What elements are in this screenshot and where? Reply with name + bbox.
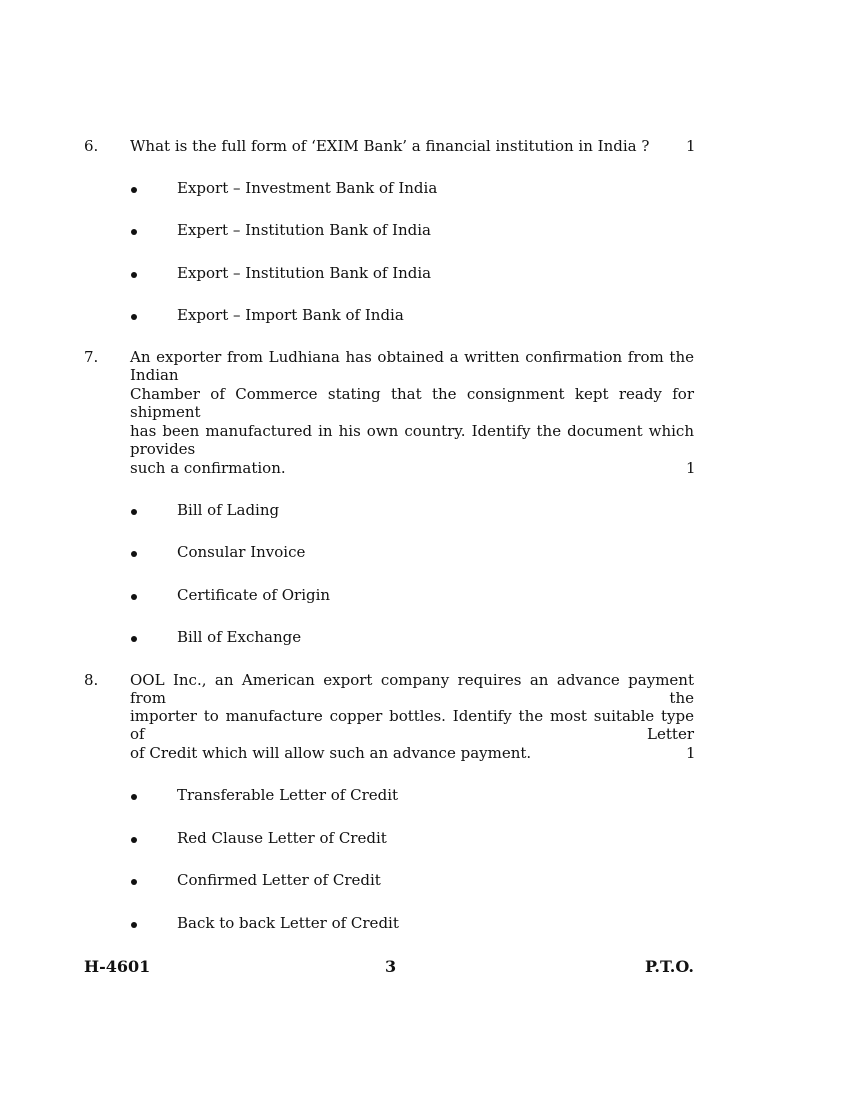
bullet-icon bbox=[131, 272, 137, 278]
option-text: Bill of Exchange bbox=[177, 628, 302, 646]
bullet-icon bbox=[131, 314, 137, 320]
option-item bbox=[0, 264, 850, 286]
option-text: Confirmed Letter of Credit bbox=[177, 871, 381, 889]
page-number: 3 bbox=[385, 957, 397, 976]
option-text: Red Clause Letter of Credit bbox=[177, 829, 387, 847]
bullet-icon bbox=[131, 879, 137, 885]
question-text-line: importer to manufacture copper bottles. Identify the most suitable type of Letter bbox=[130, 707, 694, 743]
bullet-icon bbox=[131, 922, 137, 928]
bullet-icon bbox=[131, 229, 137, 235]
question-marks: 1 bbox=[686, 459, 696, 477]
option-item bbox=[0, 543, 850, 565]
question-text-line: of Credit which will allow such an advance payment. bbox=[130, 744, 532, 762]
option-text: Export – Institution Bank of India bbox=[177, 264, 432, 282]
option-item bbox=[0, 786, 850, 808]
option-item bbox=[0, 586, 850, 608]
option-item bbox=[0, 628, 850, 650]
option-item bbox=[0, 179, 850, 201]
option-text: Transferable Letter of Credit bbox=[177, 786, 399, 804]
option-text: Certificate of Origin bbox=[177, 586, 331, 604]
bullet-icon bbox=[131, 509, 137, 515]
option-text: Export – Import Bank of India bbox=[177, 306, 404, 324]
option-text: Consular Invoice bbox=[177, 543, 306, 561]
option-text: Back to back Letter of Credit bbox=[177, 914, 399, 932]
bullet-icon bbox=[131, 794, 137, 800]
pto-label: P.T.O. bbox=[645, 957, 694, 976]
bullet-icon bbox=[131, 837, 137, 843]
bullet-icon bbox=[131, 187, 137, 193]
paper-code: H-4601 bbox=[84, 957, 151, 976]
question-marks: 1 bbox=[686, 137, 696, 155]
option-item bbox=[0, 871, 850, 893]
question-text: What is the full form of ‘EXIM Bank’ a financial institution in India ? bbox=[130, 137, 650, 155]
bullet-icon bbox=[131, 636, 137, 642]
question-text-line: Chamber of Commerce stating that the consignment kept ready for shipment bbox=[130, 385, 694, 421]
question-text-line: has been manufactured in his own country. Identify the document which provides bbox=[130, 422, 694, 458]
question-number: 6. bbox=[84, 137, 99, 155]
question-marks: 1 bbox=[686, 744, 696, 762]
option-item bbox=[0, 501, 850, 523]
option-text: Expert – Institution Bank of India bbox=[177, 221, 431, 239]
option-item bbox=[0, 914, 850, 936]
bullet-icon bbox=[131, 594, 137, 600]
option-item bbox=[0, 829, 850, 851]
question-text-line: An exporter from Ludhiana has obtained a written confirmation from the Indian bbox=[130, 348, 694, 384]
question-text-line: such a confirmation. bbox=[130, 459, 286, 477]
option-text: Export – Investment Bank of India bbox=[177, 179, 438, 197]
bullet-icon bbox=[131, 551, 137, 557]
option-text: Bill of Lading bbox=[177, 501, 280, 519]
question-number: 8. bbox=[84, 671, 99, 689]
option-item bbox=[0, 306, 850, 328]
question-number: 7. bbox=[84, 348, 99, 366]
question-text-line: OOL Inc., an American export company requires an advance payment from the bbox=[130, 671, 694, 707]
option-item bbox=[0, 221, 850, 243]
